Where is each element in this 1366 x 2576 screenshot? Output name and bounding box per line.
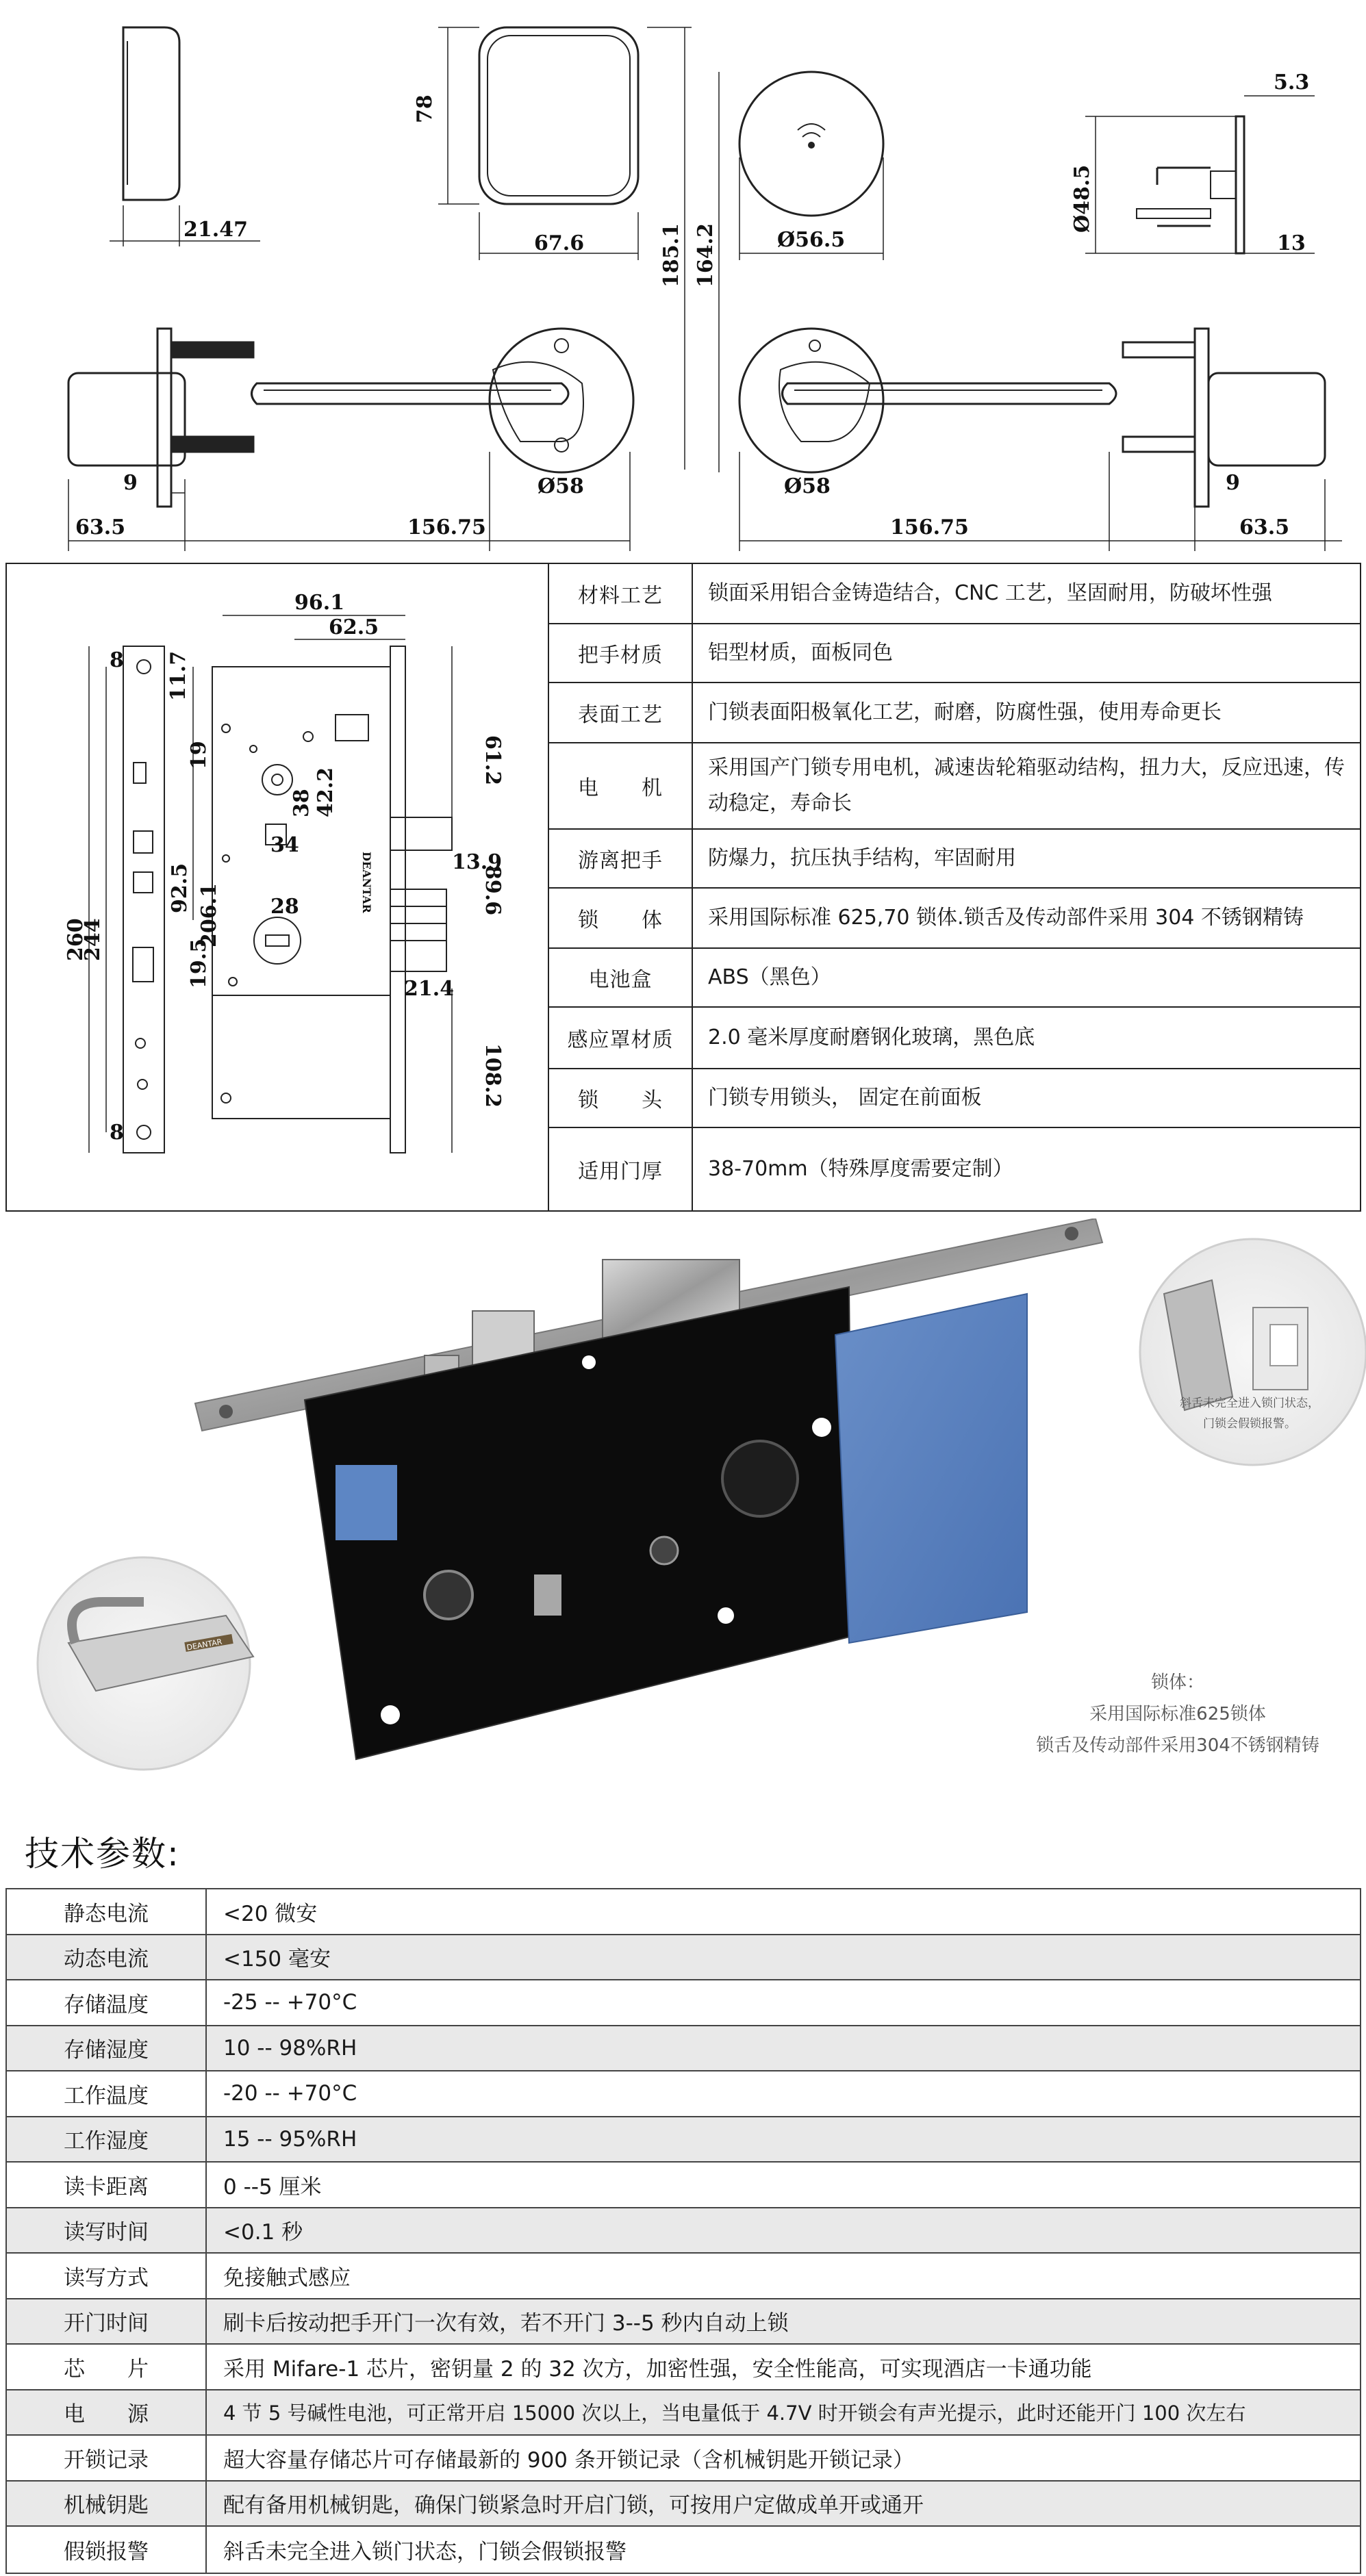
dim-side-top: 5.3 (1274, 71, 1310, 94)
dim-overall-height: 185.1 (659, 223, 683, 288)
panel-side-view (123, 27, 179, 200)
left-rosette (490, 329, 633, 472)
tech-value: 0 --5 厘米 (223, 2174, 322, 2199)
spec-value: 防爆力，抗压执手结构，牢固耐用 (708, 846, 1016, 870)
mortise-dim-8a: 8 (110, 648, 124, 672)
tech-label: 工作温度 (7, 2071, 207, 2116)
tech-row (7, 1935, 1360, 1981)
lock-body-caption-line2: 锁舌及传动部件采用304不锈钢精铸 (1036, 1735, 1319, 1756)
tech-value: <0.1 秒 (223, 2220, 303, 2245)
tech-value: <150 毫安 (223, 1947, 331, 1972)
tech-row (7, 2436, 1360, 2482)
dim-side-dia: Ø48.5 (1070, 164, 1094, 233)
spec-section (5, 563, 1361, 1212)
tech-value: 采用 Mifare-1 芯片，密钥量 2 的 32 次方，加密性强，安全性能高，可实现酒店一卡通功能 (223, 2356, 1092, 2382)
mortise-dim-612: 61.2 (481, 735, 505, 786)
dim-panel-depth: 21.47 (184, 218, 248, 242)
tech-row (7, 2527, 1360, 2573)
dim-side-bottom: 13 (1277, 231, 1306, 255)
spec-label: 材料工艺 (549, 564, 693, 623)
mortise-dim-422: 42.2 (314, 767, 338, 817)
spec-row-handle-material (549, 624, 1360, 683)
tech-row (7, 2117, 1360, 2163)
mortise-drawing (7, 564, 549, 1210)
tech-row (7, 2026, 1360, 2072)
spec-row-cylinder (549, 1069, 1360, 1128)
spec-row-lock-body (549, 889, 1360, 949)
left-handle (252, 383, 569, 404)
tech-label: 读写方式 (7, 2254, 207, 2298)
dimension-drawings-svg (0, 0, 1366, 554)
dim-left-spindle: 9 (123, 471, 138, 495)
dim-right-depth: 63.5 (1239, 515, 1290, 539)
spec-label: 适用门厚 (549, 1128, 693, 1210)
tech-label: 存储温度 (7, 1980, 207, 2025)
tech-row (7, 1980, 1360, 2026)
spec-row-sensor-cover (549, 1008, 1360, 1069)
spec-value: 2.0 毫米厚度耐磨钢化玻璃，黑色底 (708, 1025, 1035, 1049)
mortise-dim-139: 13.9 (452, 850, 503, 874)
mortise-dim-896: 89.6 (481, 865, 505, 916)
tech-row (7, 2482, 1360, 2527)
product-photo-section (0, 1219, 1366, 1800)
tech-row (7, 1889, 1360, 1935)
reader-front-view (479, 27, 638, 204)
tech-row (7, 2163, 1360, 2208)
tech-label: 开门时间 (7, 2299, 207, 2344)
dim-right-handle: 156.75 (890, 515, 969, 539)
mortise-brand: DEANTAR (360, 852, 373, 913)
tech-table (5, 1888, 1361, 2574)
tech-value: 10 -- 98%RH (223, 2035, 357, 2061)
mortise-dim-38: 38 (290, 789, 314, 817)
mortise-dim-260: 260 (64, 918, 88, 961)
dim-left-depth: 63.5 (75, 515, 126, 539)
mortise-drawing-panel (7, 564, 549, 1210)
spec-table (549, 564, 1360, 1210)
tech-section-title: 技术参数: (25, 1834, 180, 1874)
tech-value: 4 节 5 号碱性电池，可正常开启 15000 次以上，当电量低于 4.7V 时开锁会有声光提示，此时还能开门 100 次左右 (223, 2401, 1246, 2425)
mortise-dim-34: 34 (270, 833, 299, 857)
tech-value: 15 -- 95%RH (223, 2126, 357, 2152)
lock-body-caption (993, 1667, 1363, 1761)
tech-row (7, 2208, 1360, 2254)
spec-value: 门锁表面阳极氧化工艺，耐磨，防腐性强，使用寿命更长 (708, 700, 1222, 724)
tech-value: -20 -- +70°C (223, 2081, 357, 2106)
latch-callout-line2: 门锁会假锁报警。 (1203, 1417, 1296, 1431)
tech-label: 工作湿度 (7, 2117, 207, 2162)
dimension-drawings (0, 0, 1366, 554)
tech-row (7, 2345, 1360, 2390)
tech-label: 假锁报警 (7, 2527, 207, 2573)
spec-label: 电 机 (549, 743, 693, 828)
spec-label: 锁 头 (549, 1069, 693, 1127)
dim-right-rose: Ø58 (784, 474, 831, 498)
mortise-dim-96: 96.1 (294, 591, 345, 615)
mortise-dim-117: 11.7 (166, 650, 190, 701)
mortise-case (212, 667, 390, 995)
tech-label: 静态电流 (7, 1889, 207, 1934)
mortise-dim-19: 19 (187, 741, 211, 769)
spec-row-battery-box (549, 949, 1360, 1008)
dim-right-spindle: 9 (1226, 471, 1240, 495)
strike-plate-brand: DEANTAR (186, 1637, 223, 1653)
spec-row-door-thickness (549, 1128, 1360, 1210)
tech-label: 芯 片 (7, 2345, 207, 2389)
tech-value: <20 微安 (223, 1901, 318, 1926)
tech-value: 免接触式感应 (223, 2265, 351, 2291)
tech-label: 动态电流 (7, 1935, 207, 1980)
mortise-dim-925: 92.5 (168, 863, 192, 913)
tech-row (7, 2254, 1360, 2299)
dim-left-rose: Ø58 (537, 474, 584, 498)
spec-value: 铝型材质，面板同色 (708, 641, 893, 665)
latch-callout-caption (1137, 1393, 1363, 1434)
tech-value: 斜舌未完全进入锁门状态，门锁会假锁报警 (223, 2539, 627, 2564)
tech-label: 机械钥匙 (7, 2482, 207, 2526)
dim-rosette-height: 164.2 (694, 223, 718, 288)
spec-value: 门锁专用锁头， 固定在前面板 (708, 1086, 982, 1110)
spec-value: ABS（黑色） (708, 965, 831, 989)
mortise-dim-195: 19.5 (187, 938, 211, 989)
spec-row-material (549, 564, 1360, 624)
spec-value: 锁面采用铝合金铸造结合，CNC 工艺，坚固耐用，防破坏性强 (708, 581, 1272, 605)
spec-row-surface (549, 683, 1360, 743)
left-cylinder (68, 373, 185, 466)
spec-label: 感应罩材质 (549, 1008, 693, 1068)
mortise-faceplate (123, 646, 164, 1153)
tech-label: 读卡距离 (7, 2163, 207, 2207)
mortise-dim-244: 244 (81, 918, 105, 961)
spec-label: 锁 体 (549, 889, 693, 947)
tech-row (7, 2390, 1360, 2436)
battery-box (212, 995, 390, 1119)
tech-row (7, 2299, 1360, 2345)
spec-value: 采用国际标准 625,70 锁体.锁舌及传动部件采用 304 不锈钢精铸 (708, 906, 1304, 930)
tech-value: -25 -- +70°C (223, 1990, 357, 2015)
right-handle (783, 383, 1117, 404)
mortise-dim-214: 21.4 (404, 977, 455, 1001)
lock-body-caption-title: 锁体： (1150, 1672, 1204, 1693)
dim-rosette-dia-top: Ø56.5 (777, 228, 846, 252)
dim-reader-width: 67.6 (534, 231, 585, 255)
spec-label: 游离把手 (549, 830, 693, 887)
spec-value: 38-70mm（特殊厚度需要定制） (708, 1157, 1013, 1181)
tech-value: 超大容量存储芯片可存储最新的 900 条开锁记录（含机械钥匙开锁记录） (223, 2447, 914, 2473)
spec-value: 采用国产门锁专用电机，减速齿轮箱驱动结构，扭力大，反应迅速，传动稳定，寿命长 (708, 756, 1345, 815)
mortise-dim-1082: 108.2 (481, 1043, 505, 1108)
tech-value: 刷卡后按动把手开门一次有效，若不开门 3--5 秒内自动上锁 (223, 2311, 789, 2336)
mortise-dim-2061: 206.1 (197, 883, 221, 947)
tech-row (7, 2071, 1360, 2117)
tech-label: 开锁记录 (7, 2436, 207, 2480)
tech-label: 存储湿度 (7, 2026, 207, 2071)
dim-left-handle: 156.75 (407, 515, 486, 539)
spec-label: 把手材质 (549, 624, 693, 682)
tech-value: 配有备用机械钥匙，确保门锁紧急时开启门锁，可按用户定做成单开或通开 (223, 2493, 924, 2518)
right-cylinder (1209, 373, 1325, 466)
spec-label: 电池盒 (549, 949, 693, 1006)
spec-label: 表面工艺 (549, 683, 693, 742)
side-profile (1236, 116, 1244, 253)
mortise-dim-28: 28 (270, 895, 299, 919)
tech-label: 读写时间 (7, 2208, 207, 2253)
lock-body-caption-line1: 采用国际标准625锁体 (1089, 1704, 1266, 1724)
mortise-dim-8b: 8 (110, 1121, 124, 1145)
spec-row-free-handle (549, 830, 1360, 889)
battery-box-photo (835, 1294, 1027, 1643)
latch-callout-line1: 斜舌未完全进入锁门状态， (1180, 1397, 1319, 1410)
tech-label: 电 源 (7, 2390, 207, 2435)
spec-row-motor (549, 743, 1360, 830)
mortise-dim-62: 62.5 (329, 615, 379, 639)
dim-reader-height: 78 (413, 94, 437, 123)
